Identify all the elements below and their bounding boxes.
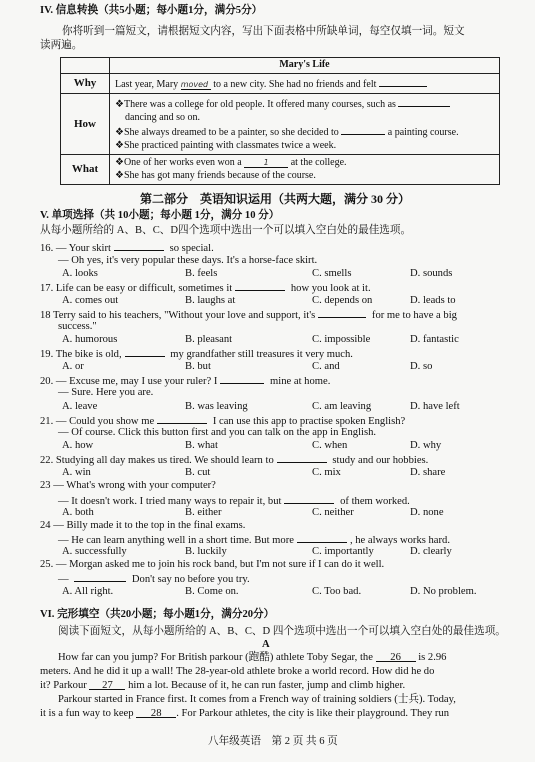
question-18-cont: success." [58, 321, 97, 332]
table-row-why [61, 73, 500, 94]
section-vi-instruction: 阅读下面短文，从每小题所给的 A、B、C、D 四个选项中选出一个可以填入空白处的最佳选项。 [58, 626, 506, 637]
passage-line: Parkour started in France first. It comes from a French way of training soldiers (士兵). Today, [58, 694, 456, 705]
marys-life-table [60, 57, 500, 185]
option-a[interactable]: A. humorous [62, 334, 118, 345]
option-b[interactable]: B. what [185, 440, 218, 451]
answer-blank[interactable] [235, 280, 285, 291]
table-title: Mary's Life [110, 58, 500, 74]
option-a[interactable]: A. how [62, 440, 94, 451]
option-c[interactable]: C. neither [312, 507, 354, 518]
question-19: 19. The bike is old, my grandfather still treasures it very much. [40, 346, 353, 361]
option-b[interactable]: B. luckily [185, 546, 227, 557]
option-c[interactable]: C. and [312, 361, 340, 372]
question-24: 24 — Billy made it to the top in the final exams. [40, 520, 246, 531]
passage-line: it is a fun way to keep 28 . For Parkour athletes, the city is like their playground. They run [40, 708, 450, 719]
option-a[interactable]: A. win [62, 467, 91, 478]
option-d[interactable]: D. clearly [410, 546, 452, 557]
option-c[interactable]: C. smells [312, 268, 352, 279]
question-18: 18 Terry said to his teachers, "Without your love and support, it's for me to have a big [40, 307, 457, 322]
passage-label: A [262, 639, 270, 650]
question-23: 23 — What's wrong with your computer? [40, 480, 216, 491]
option-b[interactable]: B. Come on. [185, 586, 239, 597]
section-v-title: V. 单项选择（共 10小题；每小题 1分，满分 10 分） [40, 210, 280, 221]
option-d[interactable]: D. none [410, 507, 444, 518]
answer-blank[interactable] [284, 493, 334, 504]
option-c[interactable]: C. depends on [312, 295, 373, 306]
section-iv-title: IV. 信息转换（共5小题；每小题1分，满分5分） [40, 5, 263, 16]
row-content: ❖One of her works even won a 1 at the college. ❖She has got many friends because of the course. [110, 155, 500, 185]
option-a[interactable]: A. or [62, 361, 84, 372]
option-c[interactable]: C. Too bad. [312, 586, 362, 597]
option-a[interactable]: A. leave [62, 401, 98, 412]
option-d[interactable]: D. fantastic [410, 334, 459, 345]
option-a[interactable]: A. looks [62, 268, 98, 279]
question-20: 20. — Excuse me, may I use your ruler? I mine at home. [40, 373, 330, 388]
answer-blank[interactable] [297, 532, 347, 543]
answer-blank[interactable] [114, 240, 164, 251]
passage-line: How far can you jump? For British parkour (跑酷) athlete Toby Segar, the 26 is 2.96 [58, 652, 447, 663]
row-label: Why [61, 73, 110, 94]
question-24-reply: — He can learn anything well in a short time. But more , he always works hard. [58, 532, 450, 547]
option-c[interactable]: C. am leaving [312, 401, 372, 412]
answer-blank[interactable] [318, 307, 366, 318]
cloze-blank-26[interactable]: 26 [376, 651, 416, 662]
option-d[interactable]: D. have left [410, 401, 460, 412]
option-c[interactable]: C. when [312, 440, 348, 451]
option-a[interactable]: A. successfully [62, 546, 127, 557]
option-b[interactable]: B. either [185, 507, 222, 518]
table-row-how [61, 94, 500, 155]
option-b[interactable]: B. laughs at [185, 295, 236, 306]
answer-blank[interactable] [74, 571, 126, 582]
handwritten-answer: 1 [263, 158, 269, 167]
cloze-blank-27[interactable]: 27 [89, 679, 125, 690]
cloze-blank-28[interactable]: 28 [136, 707, 176, 718]
option-b[interactable]: B. cut [185, 467, 211, 478]
option-b[interactable]: B. was leaving [185, 401, 248, 412]
option-b[interactable]: B. pleasant [185, 334, 233, 345]
answer-blank-4[interactable] [341, 124, 385, 135]
option-b[interactable]: B. feels [185, 268, 218, 279]
section-v-instruction: 从每小题所给的 A、B、C、D四个选项中选出一个可以填入空白处的最佳选项。 [40, 225, 412, 236]
option-d[interactable]: D. sounds [410, 268, 453, 279]
option-c[interactable]: C. importantly [312, 546, 374, 557]
question-25: 25. — Morgan asked me to join his rock band, but I'm not sure if I can do it well. [40, 559, 385, 570]
answer-blank-3[interactable] [398, 96, 450, 107]
answer-blank-1[interactable] [181, 79, 211, 90]
option-d[interactable]: D. leads to [410, 295, 456, 306]
row-content: Last year, Mary moved to a new city. She had no friends and felt [110, 73, 500, 94]
option-b[interactable]: B. but [185, 361, 211, 372]
answer-blank-5[interactable] [244, 157, 288, 168]
answer-blank[interactable] [220, 373, 264, 384]
table-row-what [61, 155, 500, 185]
passage-line: it? Parkour 27 him a lot. Because of it, he can run faster, jump and climb higher. [40, 680, 406, 691]
option-a[interactable]: A. both [62, 507, 94, 518]
part-two-title: 第二部分 英语知识运用（共两大题，满分 30 分） [140, 192, 411, 206]
option-a[interactable]: A. All right. [62, 586, 114, 597]
question-22: 22. Studying all day makes us tired. We should learn to study and our hobbies. [40, 452, 428, 467]
question-16: 16. — Your skirt so special. [40, 240, 214, 255]
option-c[interactable]: C. impossible [312, 334, 371, 345]
option-c[interactable]: C. mix [312, 467, 341, 478]
question-21: 21. — Could you show me I can use this app to practise spoken English? [40, 413, 405, 428]
question-23-reply: — It doesn't work. I tried many ways to repair it, but of them worked. [58, 493, 410, 508]
option-d[interactable]: D. share [410, 467, 446, 478]
row-label: What [61, 155, 110, 185]
section-iv-instruction: 你将听到一篇短文，请根据短文内容，写出下面表格中所缺单词，每空仅填一词。短文 [62, 26, 465, 37]
answer-blank[interactable] [277, 452, 327, 463]
page-footer: 八年级英语 第 2 页 共 6 页 [208, 736, 338, 747]
section-iv-instruction-cont: 读两遍。 [40, 40, 83, 51]
question-17: 17. Life can be easy or difficult, sometimes it how you look at it. [40, 280, 371, 295]
row-label: How [61, 94, 110, 155]
section-vi-title: VI. 完形填空（共20小题；每小题1分，满分20分） [40, 609, 275, 620]
answer-blank-2[interactable] [379, 76, 427, 87]
answer-blank[interactable] [157, 413, 207, 424]
option-d[interactable]: D. why [410, 440, 442, 451]
row-content: ❖There was a college for old people. It offered many courses, such as dancing and so on. ❖She always dreamed to be a painter, so she decided to a painting course. ❖She practiced painting with classmates twice a week. [110, 94, 500, 155]
option-d[interactable]: D. No problem. [410, 586, 477, 597]
question-16-reply: — Oh yes, it's very popular these days. It's a horse-face skirt. [58, 255, 318, 266]
question-25-reply: — Don't say no before you try. [58, 571, 250, 586]
question-21-reply: — Of course. Click this button first and you can talk on the app in English. [58, 427, 377, 438]
passage-line: meters. And he did it up a wall! The 28-year-old athlete broke a world record. How did he do [40, 666, 435, 677]
question-20-reply: — Sure. Here you are. [58, 387, 154, 398]
option-d[interactable]: D. so [410, 361, 433, 372]
handwritten-answer: moved [180, 79, 209, 89]
option-a[interactable]: A. comes out [62, 295, 119, 306]
answer-blank[interactable] [125, 346, 165, 357]
